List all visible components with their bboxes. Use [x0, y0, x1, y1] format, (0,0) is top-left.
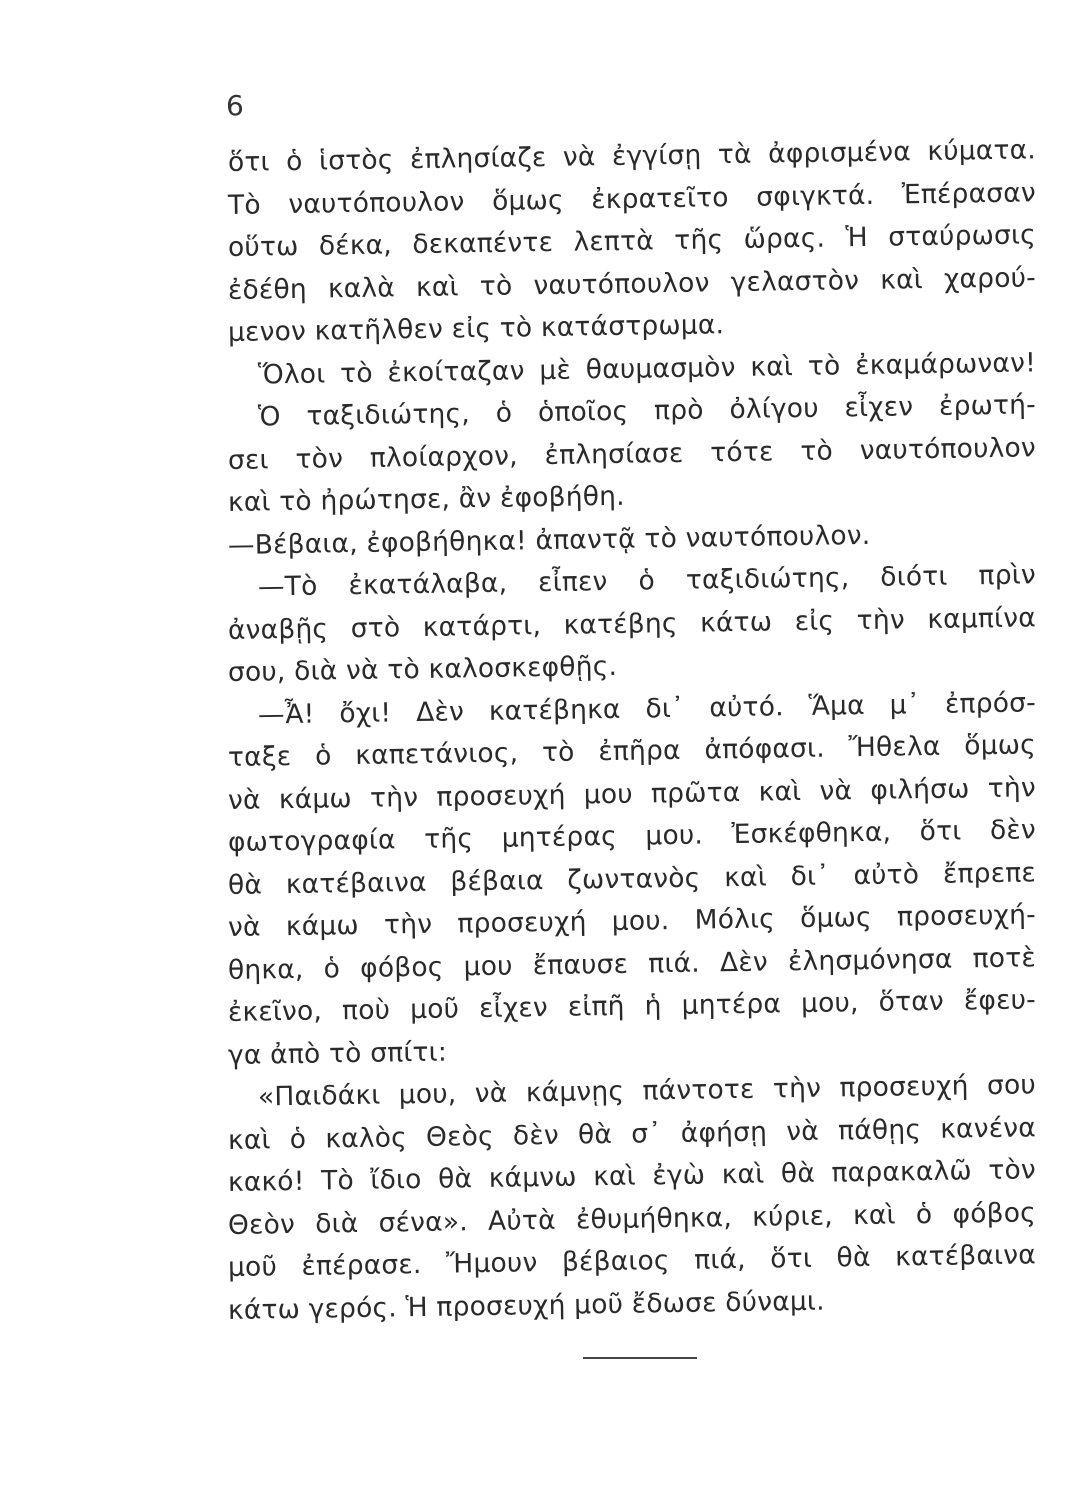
- text-line: θηκα, ὁ φόβος μου ἔπαυσε πιά. Δὲν ἐλησμόνησα ποτὲ: [227, 941, 1037, 986]
- text-line: ἐκεῖνο, ποὺ μοῦ εἶχεν εἰπῆ ἡ μητέρα μου, ὅταν ἔφευ-: [227, 984, 1037, 1028]
- text-line: Τὸ ναυτόπουλον ὅμως ἐκρατεῖτο σφιγκτά. Ἐπέρασαν: [227, 176, 1037, 221]
- text-line: —Ἆ! ὄχι! Δὲν κατέβηκα δι᾽ αὐτό. Ἅμα μ᾽ ἐπρόσ-: [257, 686, 1037, 731]
- text-line: κακό! Τὸ ἴδιο θὰ κάμνω καὶ ἐγὼ καὶ θὰ παρακαλῶ τὸν: [227, 1154, 1037, 1198]
- text-line: σει τὸν πλοίαρχον, ἐπλησίασε τότε τὸ ναυτόπουλον: [227, 431, 1037, 476]
- section-end-rule: [583, 1357, 697, 1359]
- text-line: —Βέβαια, ἐφοβήθηκα! ἀπαντᾷ τὸ ναυτόπουλον.: [227, 519, 871, 561]
- text-line: γα ἀπὸ τὸ σπίτι:: [227, 1036, 448, 1071]
- text-line: «Παιδάκι μου, νὰ κάμνῃς πάντοτε τὴν προσευχή σου: [257, 1069, 1037, 1113]
- text-line: ταξε ὁ καπετάνιος, τὸ ἐπῆρα ἀπόφασι. Ἤθελα ὅμως: [227, 729, 1037, 773]
- text-line: νὰ κάμω τὴν προσευχή μου πρῶτα καὶ νὰ φιλήσω τὴν: [227, 771, 1037, 816]
- text-line: οὕτω δέκα, δεκαπέντε λεπτὰ τῆς ὥρας. Ἡ σταύρωσις: [227, 219, 1037, 263]
- text-line: μοῦ ἐπέρασε. Ἤμουν βέβαιος πιά, ὅτι θὰ κατέβαινα: [227, 1239, 1037, 1283]
- text-line: Ὁ ταξιδιώτης, ὁ ὁποῖος πρὸ ὀλίγου εἶχεν ἐρωτή-: [257, 389, 1037, 433]
- text-line: Θεὸν διὰ σένα». Αὐτὰ ἐθυμήθηκα, κύριε, καὶ ὁ φόβος: [227, 1196, 1037, 1241]
- page-number: 6: [226, 89, 244, 122]
- body-text: [227, 134, 1048, 1332]
- text-line: φωτογραφία τῆς μητέρας μου. Ἐσκέφθηκα, ὅτι δὲν: [227, 814, 1037, 858]
- text-line: ἀναβῇς στὸ κατάρτι, κατέβης κάτω εἰς τὴν καμπίνα: [227, 601, 1037, 646]
- text-line: —Τὸ ἐκατάλαβα, εἶπεν ὁ ταξιδιώτης, διότι πρὶν: [257, 559, 1037, 603]
- text-line: Ὅλοι τὸ ἐκοίταζαν μὲ θαυμασμὸν καὶ τὸ ἐκαμάρωναν!: [257, 346, 1037, 391]
- text-line: κάτω γερός. Ἡ προσευχή μοῦ ἔδωσε δύναμι.: [227, 1285, 825, 1326]
- text-line: ἐδέθη καλὰ καὶ τὸ ναυτόπουλον γελαστὸν καὶ χαρού-: [227, 261, 1037, 306]
- text-line: ὅτι ὁ ἱστὸς ἐπλησίαζε νὰ ἐγγίσῃ τὰ ἀφρισμένα κύματα.: [227, 134, 1037, 178]
- text-line: νὰ κάμω τὴν προσευχή μου. Μόλις ὅμως προσευχή-: [227, 899, 1037, 943]
- text-line: καὶ τὸ ἠρώτησε, ἂν ἐφοβήθη.: [227, 480, 626, 518]
- text-line: καὶ ὁ καλὸς Θεὸς δὲν θὰ σ᾽ ἀφήσῃ νὰ πάθῃς κανένα: [227, 1111, 1037, 1156]
- text-line: σου, διὰ νὰ τὸ καλοσκεφθῇς.: [227, 650, 618, 688]
- text-line: θὰ κατέβαινα βέβαια ζωντανὸς καὶ δι᾽ αὐτὸ ἔπρεπε: [227, 856, 1037, 901]
- text-line: μενον κατῆλθεν εἰς τὸ κατάστρωμα.: [227, 309, 725, 348]
